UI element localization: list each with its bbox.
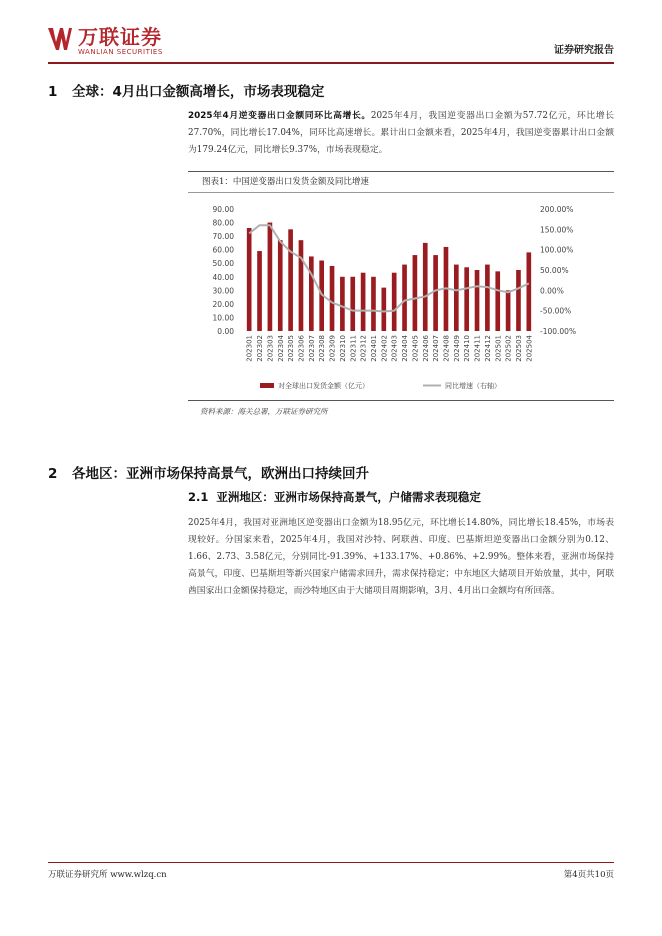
- x-tick-label: 202307: [307, 335, 316, 362]
- x-tick-label: 202309: [328, 335, 337, 362]
- chart-bar: [309, 256, 314, 331]
- y-left-tick-label: 80.00: [212, 218, 234, 228]
- x-tick-label: 202312: [359, 335, 368, 362]
- logo-chinese-name: 万联证券: [78, 25, 162, 49]
- y-right-tick-label: 50.00%: [540, 266, 569, 275]
- y-right-tick-label: 100.00%: [540, 245, 574, 255]
- figure-1-title: 图表1：中国逆变器出口发货金额及同比增速: [188, 171, 614, 193]
- section-2-title: 各地区：亚洲市场保持高景气，欧洲出口持续回升: [72, 466, 369, 482]
- chart-bar: [433, 255, 438, 331]
- x-tick-label: 202310: [338, 335, 347, 362]
- section-1-lead: 2025年4月逆变器出口金额同环比高增长。: [188, 111, 371, 121]
- y-left-tick-label: 40.00: [212, 272, 234, 282]
- x-tick-label: 202407: [432, 335, 441, 362]
- chart-bar: [516, 270, 521, 331]
- chart-bar: [413, 255, 418, 331]
- x-tick-label: 202406: [421, 335, 430, 362]
- chart-bar: [454, 265, 459, 331]
- logo: [48, 26, 163, 56]
- x-tick-label: 202412: [483, 335, 492, 362]
- chart-bar: [278, 240, 283, 331]
- x-tick-label: 202301: [245, 335, 254, 362]
- section-2-1-paragraph: 2025年4月，我国对亚洲地区逆变器出口金额为18.95亿元，环比增长14.80%，同比增长18.45%，市场表现较好。分国家来看，2025年4月，我国对沙特、阿联酋、印度、巴基斯坦逆变器出口金额分别为0.12、1.66、2.73、3.58亿元，分别同比-91.39%、+133.17%、+0.86%、+2.99%。整体来看，亚洲市场保持高景气，印度、巴基斯坦等新兴国家户储需求回升，需求保持稳定；中东地区大储项目开始放量，其中，阿联酋国家出口金额保持稳定，而沙特地区由于大储项目周期影响，3月、4月出口金额均有所回落。: [188, 518, 614, 596]
- x-tick-label: 202402: [380, 335, 389, 362]
- x-tick-label: 202404: [401, 335, 410, 362]
- chart-bar: [464, 267, 469, 331]
- y-left-tick-label: 70.00: [212, 232, 234, 242]
- chart-bar: [526, 252, 531, 331]
- y-left-tick-label: 10.00: [212, 313, 234, 323]
- report-type-label: 证券研究报告: [554, 45, 614, 56]
- y-right-tick-label: 0.00%: [540, 286, 564, 296]
- chart-bar: [257, 251, 262, 331]
- section-2-number: 2: [48, 466, 58, 482]
- x-tick-label: 202303: [266, 335, 275, 362]
- chart-bar: [392, 273, 397, 331]
- logo-english-name: WANLIAN SECURITIES: [78, 48, 163, 56]
- y-left-tick-label: 20.00: [212, 299, 234, 309]
- section-1-heading: [48, 80, 324, 100]
- wanlian-logo-icon: [48, 26, 72, 52]
- y-right-tick-label: -50.00%: [540, 306, 572, 316]
- page-header: [48, 26, 614, 66]
- chart-bar: [381, 288, 386, 331]
- x-tick-label: 202401: [369, 335, 378, 362]
- legend-bar-swatch: [260, 383, 274, 388]
- section-2-heading: [48, 462, 369, 482]
- y-right-tick-label: 200.00%: [540, 205, 574, 214]
- section-2-1-heading: [188, 489, 481, 505]
- y-left-tick-label: 30.00: [212, 286, 234, 296]
- section-1-paragraph: [188, 108, 614, 159]
- chart-bar: [299, 240, 304, 331]
- x-tick-label: 202504: [525, 335, 534, 362]
- x-tick-label: 202306: [297, 335, 306, 362]
- x-tick-label: 202403: [390, 335, 399, 362]
- figure-1-bottom-rule: [188, 400, 614, 401]
- chart-bar: [475, 270, 480, 331]
- chart-bar: [288, 229, 293, 331]
- section-2-1-title: 亚洲地区：亚洲市场保持高景气，户储需求表现稳定: [216, 490, 481, 504]
- export-chart: [188, 193, 614, 399]
- y-left-tick-label: 90.00: [212, 205, 234, 214]
- section-1-title: 全球：4月出口金额高增长，市场表现稳定: [72, 84, 325, 100]
- chart-bar: [340, 277, 345, 331]
- legend-bar-label: 对全球出口发货金额（亿元）: [278, 382, 369, 390]
- y-right-tick-label: -100.00%: [540, 327, 577, 336]
- section-1-number: 1: [48, 84, 58, 100]
- x-tick-label: 202409: [452, 335, 461, 362]
- chart-bar: [495, 271, 500, 331]
- y-left-tick-label: 0.00: [217, 327, 234, 336]
- chart-bar: [371, 277, 376, 331]
- legend-line-label: 同比增速（右轴）: [445, 382, 501, 390]
- figure-1-source: 资料来源：海关总署，万联证券研究所: [200, 407, 328, 416]
- x-tick-label: 202304: [276, 335, 285, 362]
- footer-page-number: 第4页共10页: [563, 870, 614, 880]
- footer-institute: 万联证券研究所 www.wlzq.cn: [48, 870, 167, 880]
- y-right-tick-label: 150.00%: [540, 225, 574, 235]
- y-left-tick-label: 50.00: [212, 259, 234, 269]
- chart-bar: [506, 290, 511, 331]
- x-tick-label: 202308: [318, 335, 327, 362]
- figure-1: [188, 171, 614, 402]
- chart-bar: [423, 243, 428, 331]
- chart-bar: [247, 228, 252, 331]
- x-tick-label: 202503: [514, 335, 523, 362]
- x-tick-label: 202302: [256, 335, 265, 362]
- chart-bar: [361, 273, 366, 331]
- x-tick-label: 202408: [442, 335, 451, 362]
- x-tick-label: 202411: [473, 335, 482, 362]
- x-tick-label: 202311: [349, 335, 358, 362]
- section-2-1-number: 2.1: [188, 490, 209, 504]
- section-1-body: 2025年4月，我国逆变器出口金额为57.72亿元，环比增长27.70%，同比增长17.04%，同环比高速增长。累计出口金额来看，2025年4月，我国逆变器累计出口金额为179.24亿元，同比增长9.37%，市场表现稳定。: [188, 111, 615, 155]
- x-tick-label: 202305: [287, 335, 296, 362]
- x-tick-label: 202501: [494, 335, 503, 362]
- y-left-tick-label: 60.00: [212, 245, 234, 255]
- chart-bar: [330, 266, 335, 331]
- header-divider: [48, 62, 614, 64]
- x-tick-label: 202502: [504, 335, 513, 362]
- x-tick-label: 202410: [463, 335, 472, 362]
- chart-bar: [485, 265, 490, 331]
- chart-bar: [402, 265, 407, 331]
- x-tick-label: 202405: [411, 335, 420, 362]
- footer-divider: [48, 862, 614, 863]
- chart-bar: [268, 223, 273, 331]
- chart-bar: [350, 277, 355, 331]
